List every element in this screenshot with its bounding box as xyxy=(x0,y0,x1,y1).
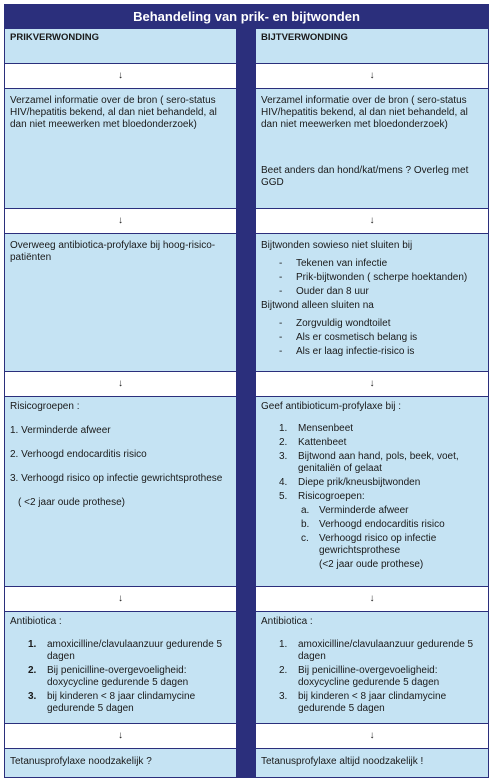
closure-intro: Bijtwonden sowieso niet sluiten bij xyxy=(261,240,413,251)
info-right-extra: Beet anders dan hond/kat/mens ? Overleg met GGD xyxy=(261,165,469,188)
list-item: 2. Verhoogd endocarditis risico xyxy=(10,449,147,460)
down-arrow-icon: ↓ xyxy=(5,209,236,234)
list-item: 2. Kattenbeet xyxy=(279,437,347,448)
down-arrow-icon: ↓ xyxy=(256,724,488,749)
closure-row xyxy=(5,234,488,372)
list-item: - Ouder dan 8 uur xyxy=(279,286,369,297)
close-list xyxy=(261,318,483,358)
info-left xyxy=(5,89,236,209)
arrow-row xyxy=(5,209,488,234)
header-row xyxy=(5,29,488,64)
risk-right xyxy=(256,397,488,587)
list-item: 5. Risicogroepen: xyxy=(279,491,365,502)
list-item: - Zorgvuldig wondtoilet xyxy=(279,318,391,329)
list-item: 3. bij kinderen < 8 jaar clindamycine gedurende 5 dagen xyxy=(279,691,447,714)
header-prikverwonding: PRIKVERWONDING xyxy=(5,29,236,64)
column-divider xyxy=(236,64,256,89)
risk-subgroups-list xyxy=(261,505,483,557)
header-bijtverwonding: BIJTVERWONDING xyxy=(256,29,488,64)
down-arrow-icon: ↓ xyxy=(5,587,236,612)
list-item: 1. Mensenbeet xyxy=(279,423,354,434)
list-item: 2. Bij penicilline-overgevoeligheid: doxycycline gedurende 5 dagen xyxy=(279,665,440,688)
antibiotics-right-heading: Antibiotica : xyxy=(261,616,313,627)
list-item: 3. Verhoogd risico op infectie gewrichtsprothese xyxy=(10,473,223,484)
list-item: 1. amoxicilline/clavulaanzuur gedurende 5 dagen xyxy=(28,639,223,662)
antibiotics-left xyxy=(5,612,236,724)
list-item: 1. amoxicilline/clavulaanzuur gedurende 5 dagen xyxy=(279,639,474,662)
info-left-text: Verzamel informatie over de bron ( sero-status HIV/hepatitis bekend, al dan niet behandeld, al dan niet meewerken met bloedonderzoek) xyxy=(10,95,217,130)
closure-mid: Bijtwond alleen sluiten na xyxy=(261,300,374,311)
column-divider xyxy=(236,372,256,397)
list-item: - Als er laag infectie-risico is xyxy=(279,346,415,357)
list-item: 3. Bijtwond aan hand, pols, beek, voet, genitaliën of gelaat xyxy=(279,451,459,474)
list-item: 4. Diepe prik/kneusbijtwonden xyxy=(279,477,421,488)
closure-left xyxy=(5,234,236,372)
column-divider xyxy=(236,724,256,749)
list-item: - Als er cosmetisch belang is xyxy=(279,332,418,343)
list-item: - Prik-bijtwonden ( scherpe hoektanden) xyxy=(279,272,468,283)
tetanus-left: Tetanusprofylaxe noodzakelijk ? xyxy=(5,749,236,777)
antibiotics-left-list xyxy=(10,639,231,715)
risk-right-note: (<2 jaar oude prothese) xyxy=(319,559,424,570)
page-title: Behandeling van prik- en bijtwonden xyxy=(5,5,488,29)
arrow-row xyxy=(5,64,488,89)
down-arrow-icon: ↓ xyxy=(5,372,236,397)
antibiotics-right-list xyxy=(261,639,483,715)
column-divider xyxy=(236,209,256,234)
info-row xyxy=(5,89,488,209)
down-arrow-icon: ↓ xyxy=(5,724,236,749)
arrow-row xyxy=(5,724,488,749)
down-arrow-icon: ↓ xyxy=(256,64,488,89)
list-item: c. Verhoogd risico op infectie gewrichtsprothese xyxy=(301,533,437,556)
list-item: b. Verhoogd endocarditis risico xyxy=(301,519,445,530)
arrow-row xyxy=(5,372,488,397)
antibiotics-row xyxy=(5,612,488,724)
closure-left-text: Overweeg antibiotica-profylaxe bij hoog-risico-patiënten xyxy=(10,240,216,263)
down-arrow-icon: ↓ xyxy=(256,372,488,397)
closure-right xyxy=(256,234,488,372)
column-divider xyxy=(236,89,256,209)
info-right-text: Verzamel informatie over de bron ( sero-status HIV/hepatitis bekend, al dan niet behandeld, al dan niet meewerken met bloedonderzoek) xyxy=(261,95,468,130)
antibiotics-left-heading: Antibiotica : xyxy=(10,616,62,627)
antibiotics-right xyxy=(256,612,488,724)
down-arrow-icon: ↓ xyxy=(256,587,488,612)
down-arrow-icon: ↓ xyxy=(256,209,488,234)
column-divider xyxy=(236,397,256,587)
risk-left xyxy=(5,397,236,587)
column-divider xyxy=(236,587,256,612)
column-divider xyxy=(236,749,256,777)
flowchart-table xyxy=(4,4,489,778)
tetanus-right: Tetanusprofylaxe altijd noodzakelijk ! xyxy=(256,749,488,777)
tetanus-row xyxy=(5,749,488,777)
risk-left-note: ( <2 jaar oude prothese) xyxy=(18,497,126,508)
list-item: 3. bij kinderen < 8 jaar clindamycine gedurende 5 dagen xyxy=(28,691,196,714)
no-close-list xyxy=(261,258,483,298)
list-item: 1. Verminderde afweer xyxy=(10,425,111,436)
prophylaxis-list xyxy=(261,423,483,503)
list-item: 2. Bij penicilline-overgevoeligheid: doxycycline gedurende 5 dagen xyxy=(28,665,189,688)
down-arrow-icon: ↓ xyxy=(5,64,236,89)
column-divider xyxy=(236,234,256,372)
list-item: a. Verminderde afweer xyxy=(301,505,409,516)
risk-right-heading: Geef antibioticum-profylaxe bij : xyxy=(261,401,402,412)
column-divider xyxy=(236,29,256,64)
risk-left-heading: Risicogroepen : xyxy=(10,401,80,412)
arrow-row xyxy=(5,587,488,612)
risk-row xyxy=(5,397,488,587)
info-right xyxy=(256,89,488,209)
column-divider xyxy=(236,612,256,724)
list-item: - Tekenen van infectie xyxy=(279,258,388,269)
